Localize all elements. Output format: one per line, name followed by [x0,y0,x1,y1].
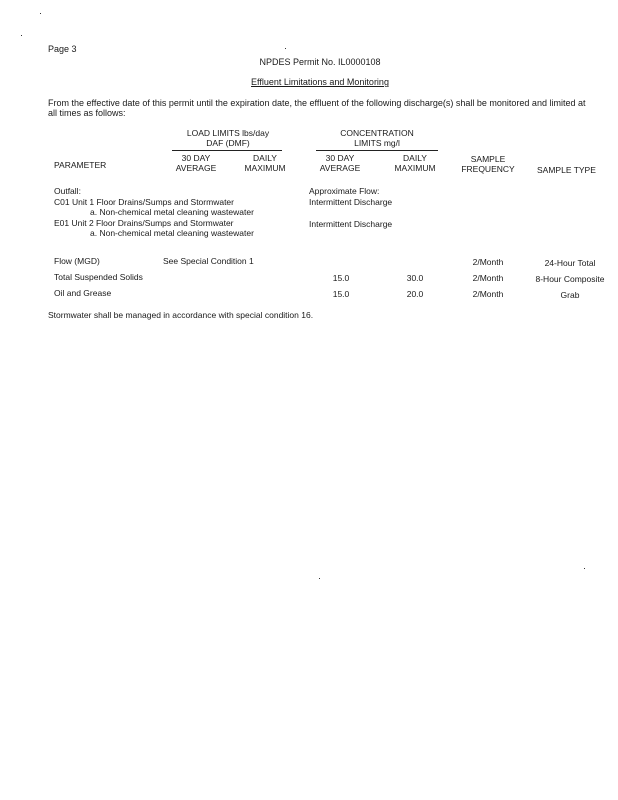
load-limits-subheader: DAF (DMF) [206,138,250,148]
concentration-rule [316,150,438,151]
scan-speck [584,568,585,569]
conc-daily-max-header-b: MAXIMUM [394,163,436,173]
table-row-parameter: Oil and Grease [54,288,112,298]
outfall-e01-flow: Intermittent Discharge [309,219,393,229]
stormwater-note: Stormwater shall be managed in accordance with special condition 16. [48,310,314,320]
intro-line-2: all times as follows: [48,108,126,118]
table-row-conc-avg: 15.0 [332,289,350,299]
scan-speck [319,578,320,579]
scan-speck [285,48,286,49]
table-row-note: See Special Condition 1 [163,256,254,266]
table-row-frequency: 2/Month [472,257,504,267]
sample-type-header: SAMPLE TYPE [537,165,596,175]
outfall-c01-flow: Intermittent Discharge [309,197,393,207]
load-limits-header: LOAD LIMITS lbs/day [186,128,270,138]
sample-frequency-header-a: SAMPLE [470,154,506,164]
conc-daily-max-header-a: DAILY [403,153,427,163]
page-label: Page 3 [48,44,77,54]
load-daily-max-header-a: DAILY [253,153,277,163]
table-row-conc-max: 30.0 [406,273,424,283]
load-daily-max-header-b: MAXIMUM [244,163,286,173]
table-row-parameter: Total Suspended Solids [54,272,143,282]
table-row-frequency: 2/Month [472,289,504,299]
permit-header: NPDES Permit No. IL0000108 [259,57,381,67]
sample-frequency-header-b: FREQUENCY [461,164,515,174]
table-row-sample-type: 24-Hour Total [544,258,596,268]
table-row-conc-max: 20.0 [406,289,424,299]
load-30day-avg-header-a: 30 DAY [181,153,211,163]
parameter-header: PARAMETER [54,160,107,170]
table-row-frequency: 2/Month [472,273,504,283]
table-row-sample-type: Grab [560,290,580,300]
load-30day-avg-header-b: AVERAGE [175,163,217,173]
outfall-c01-sub: a. Non-chemical metal cleaning wastewater [90,207,254,217]
table-row-parameter: Flow (MGD) [54,256,100,266]
concentration-subheader: LIMITS mg/l [354,138,400,148]
outfall-e01-sub: a. Non-chemical metal cleaning wastewater [90,228,254,238]
table-row-conc-avg: 15.0 [332,273,350,283]
scan-speck [40,13,41,14]
scan-speck [21,35,22,36]
outfall-label: Outfall: [54,186,81,196]
conc-30day-avg-header-b: AVERAGE [319,163,361,173]
table-row-sample-type: 8-Hour Composite [535,274,605,284]
section-title: Effluent Limitations and Monitoring [251,77,389,87]
outfall-e01: E01 Unit 2 Floor Drains/Sumps and Stormwater [54,218,234,228]
outfall-c01: C01 Unit 1 Floor Drains/Sumps and Stormwater [54,197,234,207]
concentration-header: CONCENTRATION [340,128,414,138]
conc-30day-avg-header-a: 30 DAY [325,153,355,163]
intro-line-1: From the effective date of this permit until the expiration date, the effluent of the following discharge(s) shall be monitored and limited at [48,98,586,108]
load-limits-rule [172,150,282,151]
approx-flow-label: Approximate Flow: [309,186,380,196]
